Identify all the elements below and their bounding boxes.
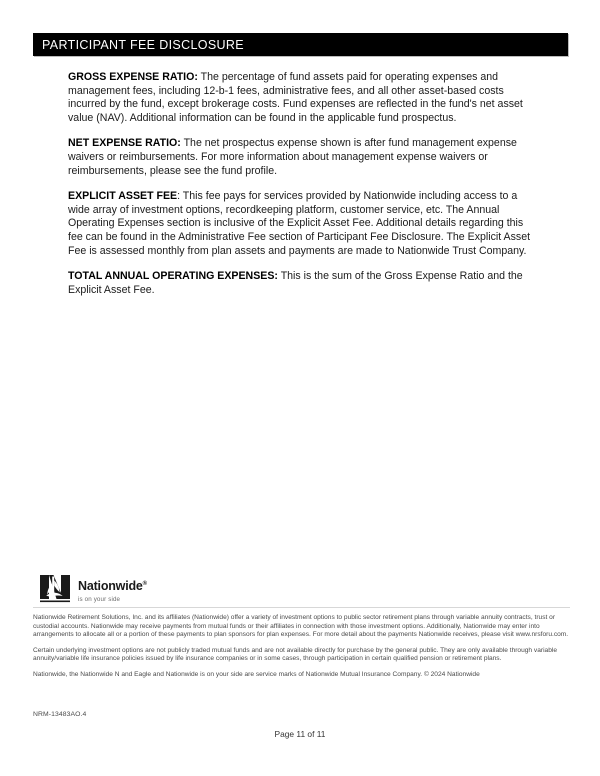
logo-brand-name-text: Nationwide [78,579,143,593]
page-number: Page 11 of 11 [274,729,326,739]
paragraph-net-expense-ratio [68,137,532,178]
term-text-gross-expense-ratio: The percentage of fund assets paid for operating expenses and management fees, including 12-b-1 fees, administrative fees, and all other asset-based costs incurred by the fund, except brokerage costs. Fund expenses are reflected in the fund's net asset value (NAV). Additional information can be found in the applicable fund prospectus. [68,71,523,124]
term-text-net-expense-ratio: The net prospectus expense shown is after fund management expense waivers or reimbursements. For more information about management expense waivers or reimbursements, please see the fund profile. [68,137,517,177]
paragraph-total-annual-operating-expenses [68,270,532,297]
footer-divider [33,607,570,608]
legal-disclosures [33,614,573,679]
logo-brand-name [78,578,147,593]
paragraph-explicit-asset-fee [68,190,532,258]
fee-definitions-content [68,71,532,297]
term-text-explicit-asset-fee: : This fee pays for services provided by Nationwide including access to a wide array of investment options, recordkeeping platform, customer service, etc. The Annual Operating Expenses section is inclusive of the Explicit Asset Fee. Additional details regarding this fee can be found in the Administrative Fee section of Participant Fee Disclosure. The Explicit Asset Fee is assessed monthly from plan assets and payments are made to Nationwide Trust Company. [68,190,531,257]
logo-tagline: is on your side [78,596,121,603]
legal-paragraph-investment-options: Nationwide Retirement Solutions, Inc. and its affiliates (Nationwide) offer a variety of investment options to public sector retirement plans through variable annuity contracts, trust or custodial accounts. Nationwide may receive payments from mutual funds or their affiliates in connection with those investment options. Additionally, Nationwide may enter into arrangements to allocate all or a portion of these payments to plan sponsors for plan expenses. For more detail about the payments Nationwide receives, please visit www.nrsforu.com. [33,614,569,638]
term-label-gross-expense-ratio: GROSS EXPENSE RATIO: [68,71,198,83]
nationwide-n-and-eagle-icon [39,574,72,605]
legal-paragraph-underlying-options: Certain underlying investment options are not publicly traded mutual funds and are not available directly for purchase by the general public. They are only available through variable annuity/variable life insurance policies issued by life insurance companies or in some cases, through participation in certain qualified pension or retirement plans. [33,646,558,662]
term-label-explicit-asset-fee: EXPLICIT ASSET FEE [68,190,178,203]
term-text-total-annual-operating-expenses: This is the sum of the Gross Expense Ratio and the Explicit Asset Fee. [68,270,523,296]
legal-paragraph-service-marks: Nationwide, the Nationwide N and Eagle and Nationwide is on your side are service marks of Nationwide Mutual Insurance Company. © 2024 Nationwide [33,670,480,678]
term-label-total-annual-operating-expenses: TOTAL ANNUAL OPERATING EXPENSES: [68,270,278,283]
paragraph-gross-expense-ratio [68,71,532,125]
nationwide-wordmark [78,574,147,604]
page-title: PARTICIPANT FEE DISCLOSURE [42,37,244,52]
section-header-bar [33,33,568,56]
registered-trademark-icon: ® [142,580,147,587]
document-code: NRM-13483AO.4 [33,711,87,718]
term-label-net-expense-ratio: NET EXPENSE RATIO: [68,137,181,150]
nationwide-logo [39,574,147,605]
